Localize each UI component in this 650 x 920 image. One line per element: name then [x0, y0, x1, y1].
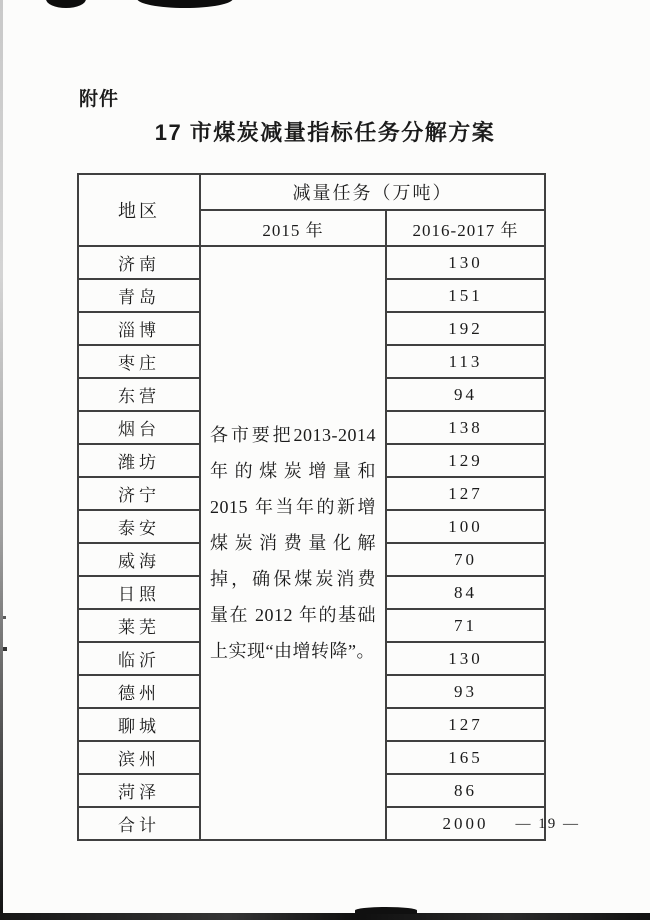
region-cell: 莱芜 — [78, 609, 200, 642]
attachment-label: 附件 — [79, 89, 120, 110]
scan-speck — [3, 616, 6, 619]
value-cell: 192 — [386, 312, 545, 345]
coal-reduction-table — [77, 173, 546, 841]
value-cell-total: 2000 — [386, 807, 545, 840]
region-cell: 济南 — [78, 246, 200, 279]
region-cell: 烟台 — [78, 411, 200, 444]
region-cell: 东营 — [78, 378, 200, 411]
value-cell: 138 — [386, 411, 545, 444]
value-cell: 71 — [386, 609, 545, 642]
note-text-2015: 各市要把2013-2014年的煤炭增量和 2015 年当年的新增煤炭消费量化解掉，确保煤炭消费量在 2012 年的基础上实现“由增转降”。 — [210, 425, 376, 661]
region-cell: 德州 — [78, 675, 200, 708]
region-cell: 临沂 — [78, 642, 200, 675]
value-cell: 94 — [386, 378, 545, 411]
value-cell: 100 — [386, 510, 545, 543]
page-number: — 19 — — [515, 816, 580, 832]
scan-speck — [3, 647, 7, 651]
region-cell-total: 合计 — [78, 807, 200, 840]
header-2015: 2015 年 — [200, 210, 386, 246]
scan-edge-bottom-bump — [355, 907, 417, 914]
region-cell: 威海 — [78, 543, 200, 576]
value-cell: 130 — [386, 246, 545, 279]
value-cell: 70 — [386, 543, 545, 576]
note-cell-2015 — [200, 246, 386, 840]
region-cell: 潍坊 — [78, 444, 200, 477]
page-title: 17 市煤炭减量指标任务分解方案 — [154, 120, 496, 145]
table-header-row — [78, 174, 545, 210]
table-row — [78, 246, 545, 279]
scan-artifact-blob — [137, 0, 233, 8]
region-cell: 枣庄 — [78, 345, 200, 378]
region-cell: 日照 — [78, 576, 200, 609]
value-cell: 130 — [386, 642, 545, 675]
scan-edge-bottom — [0, 913, 650, 920]
region-cell: 菏泽 — [78, 774, 200, 807]
region-cell: 滨州 — [78, 741, 200, 774]
region-cell: 聊城 — [78, 708, 200, 741]
region-cell: 青岛 — [78, 279, 200, 312]
value-cell: 127 — [386, 477, 545, 510]
header-2016-2017: 2016-2017 年 — [386, 210, 545, 246]
value-cell: 93 — [386, 675, 545, 708]
value-cell: 151 — [386, 279, 545, 312]
value-cell: 127 — [386, 708, 545, 741]
region-cell: 泰安 — [78, 510, 200, 543]
value-cell: 113 — [386, 345, 545, 378]
header-region: 地区 — [78, 174, 200, 246]
value-cell: 129 — [386, 444, 545, 477]
value-cell: 86 — [386, 774, 545, 807]
value-cell: 165 — [386, 741, 545, 774]
region-cell: 淄博 — [78, 312, 200, 345]
header-task-group: 减量任务（万吨） — [200, 174, 545, 210]
region-cell: 济宁 — [78, 477, 200, 510]
scan-artifact-blob — [46, 0, 86, 8]
value-cell: 84 — [386, 576, 545, 609]
